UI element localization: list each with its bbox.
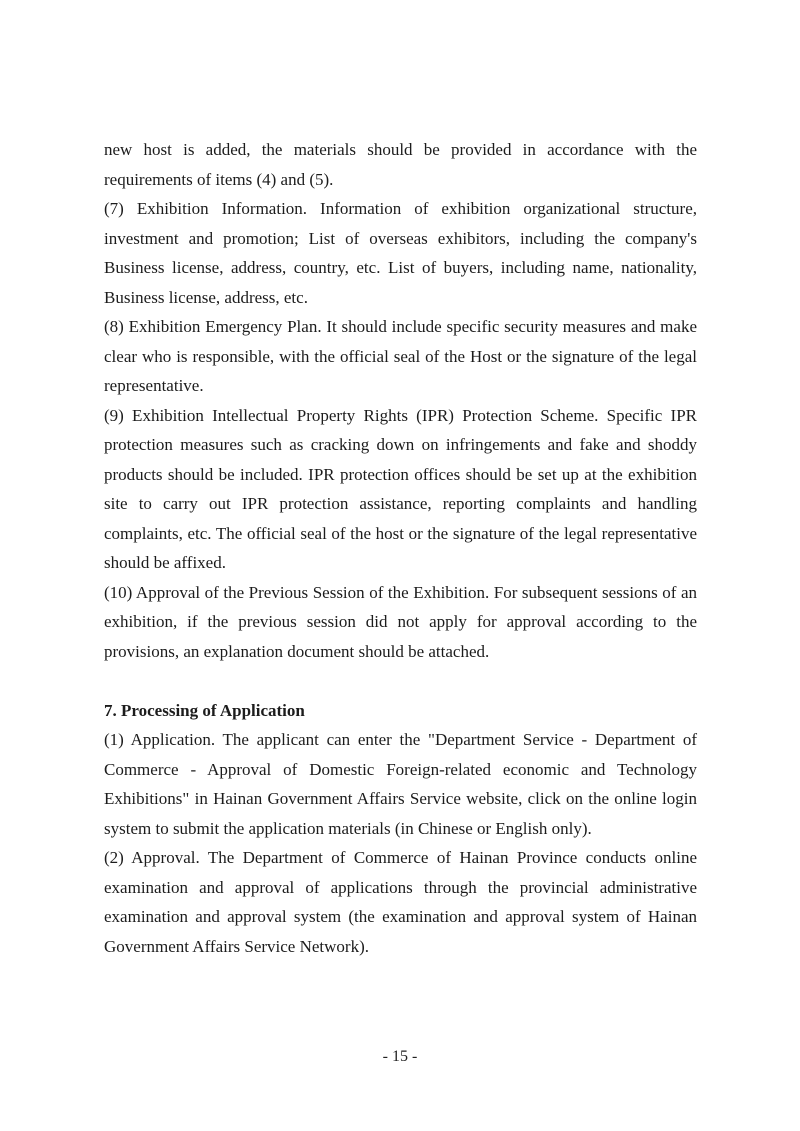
document-body: [104, 135, 697, 961]
item-1-application-paragraph: (1) Application. The applicant can enter the "Department Service - Department of Commerce - Approval of Domestic Foreign-related economic and Technology Exhibitions" in Hainan Government Affairs Service website, click on the online login system to submit the application materials (in Chinese or English only).: [104, 730, 697, 838]
item-2-approval-paragraph: (2) Approval. The Department of Commerce of Hainan Province conducts online examination and approval of applications through the provincial administrative examination and approval system (the examination and approval system of Hainan Government Affairs Service Network).: [104, 848, 697, 956]
item-7-exhibition-information-paragraph: (7) Exhibition Information. Information of exhibition organizational structure, investment and promotion; List of overseas exhibitors, including the company's Business license, address, country, etc. List of buyers, including name, nationality, Business license, address, etc.: [104, 199, 697, 307]
item-8-emergency-plan-paragraph: (8) Exhibition Emergency Plan. It should include specific security measures and make clear who is responsible, with the official seal of the Host or the signature of the legal representative.: [104, 317, 697, 395]
continuation-paragraph: new host is added, the materials should be provided in accordance with the requirements of items (4) and (5).: [104, 140, 697, 189]
item-9-ipr-protection-paragraph: (9) Exhibition Intellectual Property Rights (IPR) Protection Scheme. Specific IPR protection measures such as cracking down on infringements and fake and shoddy products should be included. IPR protection offices should be set up at the exhibition site to carry out IPR protection assistance, reporting complaints and handling complaints, etc. The official seal of the host or the signature of the legal representative should be affixed.: [104, 405, 697, 572]
section-heading-processing-of-application: 7. Processing of Application: [104, 700, 305, 720]
page-number: - 15 -: [382, 1048, 418, 1065]
item-10-previous-session-approval-paragraph: (10) Approval of the Previous Session of the Exhibition. For subsequent sessions of an exhibition, if the previous session did not apply for approval according to the provisions, an explanation document should be attached.: [104, 582, 697, 661]
